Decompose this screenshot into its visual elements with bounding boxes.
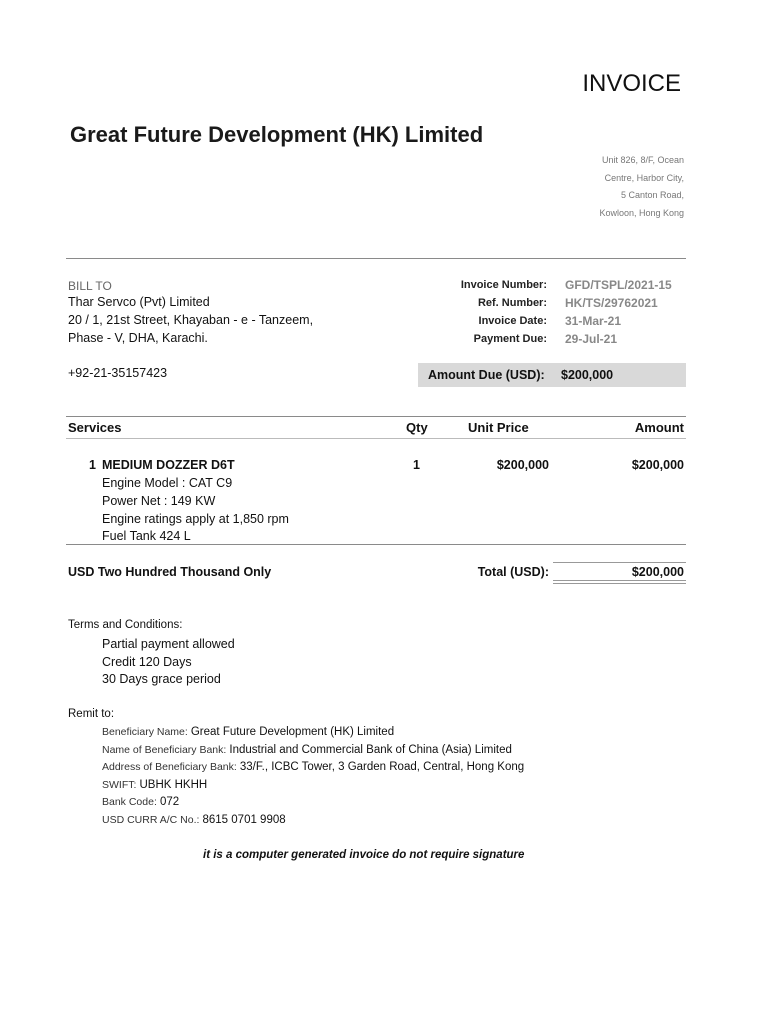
amount-in-words: USD Two Hundred Thousand Only <box>68 565 272 579</box>
remit-row-beneficiary-name <box>102 726 394 738</box>
remit-row-label: Bank Code: <box>102 796 157 808</box>
company-address-line: 5 Canton Road, <box>620 190 684 200</box>
terms-label: Terms and Conditions: <box>68 619 183 631</box>
invoice-number: GFD/TSPL/2021-15 <box>565 278 672 292</box>
remit-row-label: SWIFT: <box>102 779 137 791</box>
qty-column-header: Qty <box>406 420 428 435</box>
total-top-rule <box>553 562 686 563</box>
terms-item: Partial payment allowed <box>102 637 235 651</box>
terms-item: Credit 120 Days <box>102 655 192 669</box>
company-address-line: Centre, Harbor City, <box>604 173 684 183</box>
remit-row-swift <box>102 779 207 791</box>
payment-due: 29-Jul-21 <box>565 332 618 346</box>
table-top-divider <box>66 416 686 417</box>
service-detail: Fuel Tank 424 L <box>102 529 191 543</box>
total-double-underline <box>553 583 686 584</box>
total-label: Total (USD): <box>477 565 549 579</box>
remit-row-value: 8615 0701 9908 <box>202 814 286 826</box>
service-name: MEDIUM DOZZER D6T <box>102 458 235 472</box>
remit-label: Remit to: <box>68 708 115 720</box>
row-index: 1 <box>89 458 96 472</box>
bill-to-name: Thar Servco (Pvt) Limited <box>68 295 210 309</box>
table-bottom-divider <box>66 544 686 545</box>
row-amount: $200,000 <box>631 458 684 472</box>
total-value: $200,000 <box>631 565 684 579</box>
service-detail: Power Net : 149 KW <box>102 494 216 508</box>
invoice-date: 31-Mar-21 <box>565 314 622 328</box>
remit-row-value: 33/F., ICBC Tower, 3 Garden Road, Central, Hong Kong <box>239 761 525 773</box>
invoice-title: INVOICE <box>582 70 681 97</box>
remit-row-value: UBHK HKHH <box>139 779 208 791</box>
footer-note: it is a computer generated invoice do not require signature <box>203 849 525 861</box>
total-double-underline <box>553 580 686 581</box>
remit-row-account-number <box>102 814 286 826</box>
row-unit-price: $200,000 <box>496 458 549 472</box>
unit-price-column-header: Unit Price <box>468 420 529 435</box>
remit-row-bank-name <box>102 744 512 756</box>
bill-to-label: BILL TO <box>68 279 112 293</box>
amount-column-header: Amount <box>634 420 684 435</box>
remit-row-label: USD CURR A/C No.: <box>102 814 200 826</box>
invoice-date-label: Invoice Date: <box>478 315 547 327</box>
company-address-line: Unit 826, 8/F, Ocean <box>601 155 684 165</box>
table-header-divider <box>66 438 686 439</box>
remit-row-label: Beneficiary Name: <box>102 726 188 738</box>
bill-to-phone: +92-21-35157423 <box>68 366 168 380</box>
remit-row-value: Great Future Development (HK) Limited <box>190 726 395 738</box>
remit-row-label: Name of Beneficiary Bank: <box>102 744 227 756</box>
header-divider <box>66 258 686 259</box>
company-name: Great Future Development (HK) Limited <box>70 122 484 147</box>
row-qty: 1 <box>413 458 420 472</box>
remit-row-value: Industrial and Commercial Bank of China (Asia) Limited <box>229 744 512 756</box>
ref-number: HK/TS/29762021 <box>565 296 658 310</box>
remit-row-label: Address of Beneficiary Bank: <box>102 761 237 773</box>
amount-due-value: $200,000 <box>561 368 614 382</box>
amount-due-label: Amount Due (USD): <box>428 368 545 382</box>
service-detail: Engine ratings apply at 1,850 rpm <box>102 512 289 526</box>
invoice-number-label: Invoice Number: <box>460 279 547 291</box>
remit-row-bank-code <box>102 796 179 808</box>
payment-due-label: Payment Due: <box>473 333 547 345</box>
services-column-header: Services <box>68 420 122 435</box>
bill-to-address: Phase - V, DHA, Karachi. <box>68 331 208 345</box>
remit-row-bank-address <box>102 761 524 773</box>
terms-item: 30 Days grace period <box>102 672 221 686</box>
company-address-line: Kowloon, Hong Kong <box>599 208 684 218</box>
ref-number-label: Ref. Number: <box>477 297 547 309</box>
service-detail: Engine Model : CAT C9 <box>102 476 233 490</box>
remit-row-value: 072 <box>159 796 180 808</box>
bill-to-address: 20 / 1, 21st Street, Khayaban - e - Tanzeem, <box>68 313 314 327</box>
